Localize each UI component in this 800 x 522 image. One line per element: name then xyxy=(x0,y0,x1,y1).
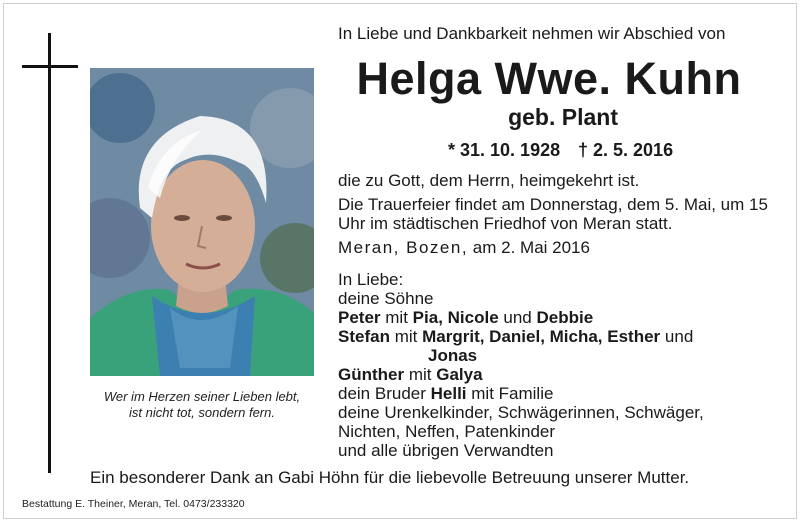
notice-date: am 2. Mai 2016 xyxy=(472,238,590,257)
family-line-jonas xyxy=(338,346,778,365)
son-name: Günther xyxy=(338,365,405,384)
family-list xyxy=(338,270,778,460)
photo-caption xyxy=(90,389,314,421)
connector: mit xyxy=(385,308,408,327)
son-partner-last: Jonas xyxy=(428,346,478,365)
connector: mit xyxy=(394,327,418,346)
funeral-home: Bestattung E. Theiner, Meran, Tel. 0473/233320 xyxy=(22,498,245,510)
death-date: † 2. 5. 2016 xyxy=(578,140,674,160)
cross-bar xyxy=(22,65,78,68)
cross-icon xyxy=(48,33,51,473)
caption-line-2: ist nicht tot, sondern fern. xyxy=(129,405,275,420)
family-line-brother xyxy=(338,384,778,403)
connector: mit xyxy=(408,365,432,384)
deceased-name: Helga Wwe. Kuhn xyxy=(356,53,742,104)
portrait-illustration xyxy=(90,68,314,376)
ceremony-text: Die Trauerfeier findet am Donnerstag, dem 5. Mai, um 15 Uhr im städtischen Friedhof von Meran statt. xyxy=(338,195,768,233)
family-intro: In Liebe: xyxy=(338,270,404,289)
relatives-line-1: deine Urenkelkinder, Schwägerinnen, Schwäger, xyxy=(338,403,704,422)
son-partners: Galya xyxy=(436,365,483,384)
sons-label: deine Söhne xyxy=(338,289,434,308)
son-name: Peter xyxy=(338,308,381,327)
family-line-guenther xyxy=(338,365,778,384)
intro-line: In Liebe und Dankbarkeit nehmen wir Abschied von xyxy=(338,24,726,43)
birth-date: * 31. 10. 1928 xyxy=(448,140,561,160)
relatives-line-3: und alle übrigen Verwandten xyxy=(338,441,554,460)
brother-name: Helli xyxy=(430,384,467,403)
brother-prefix: dein Bruder xyxy=(338,384,426,403)
passing-text: die zu Gott, dem Herrn, heimgekehrt ist. xyxy=(338,171,640,190)
son-partner-last: Debbie xyxy=(536,308,594,327)
connector: und xyxy=(503,308,532,327)
connector: und xyxy=(664,327,694,346)
portrait-photo xyxy=(90,68,314,376)
son-partners: Margrit, Daniel, Micha, Esther xyxy=(422,327,661,346)
son-name: Stefan xyxy=(338,327,390,346)
family-line-stefan xyxy=(338,327,778,346)
relatives-line-2: Nichten, Neffen, Patenkinder xyxy=(338,422,556,441)
thanks-line: Ein besonderer Dank an Gabi Höhn für die liebevolle Betreuung unserer Mutter. xyxy=(90,468,690,487)
son-partners: Pia, Nicole xyxy=(412,308,499,327)
place-date xyxy=(338,238,590,257)
caption-line-1: Wer im Herzen seiner Lieben lebt, xyxy=(103,389,301,404)
family-line-peter xyxy=(338,308,778,327)
places: Meran, Bozen, xyxy=(338,238,469,257)
brother-suffix: mit Familie xyxy=(471,384,554,403)
maiden-name: geb. Plant xyxy=(508,104,618,130)
